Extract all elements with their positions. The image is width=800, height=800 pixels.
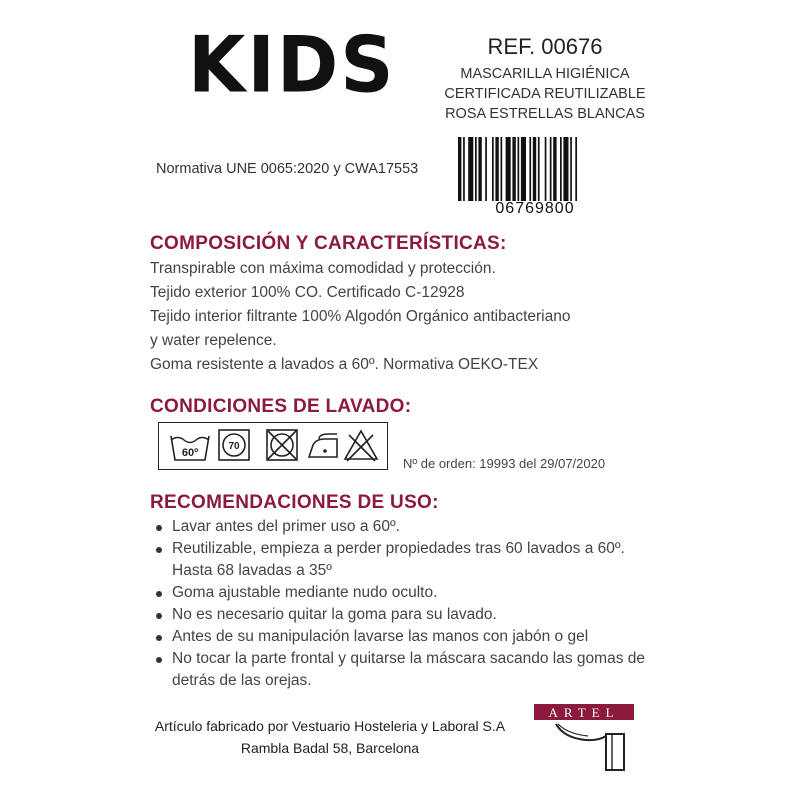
composition-line: y water repelence. <box>150 332 277 349</box>
wash-temp-label: 60º <box>181 447 199 459</box>
product-line-3: ROSA ESTRELLAS BLANCAS <box>445 106 645 122</box>
barcode-bar <box>512 137 515 201</box>
barcode-bar <box>492 137 494 201</box>
manufacturer-address: Rambla Badal 58, Barcelona <box>240 740 420 756</box>
barcode-bar <box>538 137 540 201</box>
iron-low-icon <box>309 434 337 457</box>
no-bleach-icon <box>345 431 377 461</box>
no-tumble-dry-icon <box>267 430 297 460</box>
product-line-1: MASCARILLA HIGIÉNICA <box>460 66 630 82</box>
product-line-2: CERTIFICADA REUTILIZABLE <box>444 86 646 102</box>
barcode-bar <box>501 137 503 201</box>
dryclean-temp-label: 70 <box>228 441 240 452</box>
barcode-bar <box>463 137 465 201</box>
list-item: Antes de su manipulación lavarse las manos con jabón o gel <box>150 626 645 648</box>
barcode-bar <box>521 137 526 201</box>
barcode-bar <box>485 137 487 201</box>
list-item: Lavar antes del primer uso a 60º. <box>150 516 645 538</box>
barcode-bar <box>545 137 547 201</box>
reference-number: REF. 00676 <box>487 34 603 59</box>
dryclean-70-icon <box>219 430 249 460</box>
barcode-bar <box>550 137 552 201</box>
barcode-bar <box>575 137 577 201</box>
barcode-bar <box>458 137 461 201</box>
recommendations-list <box>150 516 645 692</box>
list-item: No es necesario quitar la goma para su lavado. <box>150 604 645 626</box>
recommendations-heading: RECOMENDACIONES DE USO: <box>150 492 439 513</box>
barcode-bar <box>518 137 520 201</box>
composition-heading: COMPOSICIÓN Y CARACTERÍSTICAS: <box>150 233 507 254</box>
washing-heading: CONDICIONES DE LAVADO: <box>150 396 412 417</box>
list-item: Goma ajustable mediante nudo oculto. <box>150 582 645 604</box>
composition-line: Tejido interior filtrante 100% Algodón Orgánico antibacteriano <box>150 308 571 325</box>
order-number: Nº de orden: 19993 del 29/07/2020 <box>403 456 606 471</box>
barcode-bar <box>570 137 572 201</box>
barcode-bar <box>506 137 511 201</box>
manufacturer-text: Artículo fabricado por Vestuario Hosteleria y Laboral S.A <box>154 718 506 734</box>
normativa-text: Normativa UNE 0065:2020 y CWA17553 <box>156 161 419 177</box>
composition-line: Tejido exterior 100% CO. Certificado C-12928 <box>150 284 465 301</box>
svg-text:ARTEL: ARTEL <box>548 705 620 720</box>
barcode-bar <box>553 137 556 201</box>
list-item: No tocar la parte frontal y quitarse la máscara sacando las gomas de detrás de las orejas. <box>150 648 645 692</box>
barcode-bar <box>478 137 481 201</box>
care-symbols-box <box>158 422 388 470</box>
barcode-bar <box>468 137 473 201</box>
composition-line: Transpirable con máxima comodidad y protección. <box>150 260 496 277</box>
barcode-bar <box>563 137 568 201</box>
barcode-icon <box>458 137 616 201</box>
composition-line: Goma resistente a lavados a 60º. Normativa OEKO-TEX <box>150 356 539 373</box>
barcode-bar <box>560 137 562 201</box>
barcode-bar <box>533 137 536 201</box>
list-item: Reutilizable, empieza a perder propiedades tras 60 lavados a 60º. Hasta 68 lavadas a 35º <box>150 538 645 582</box>
brand-title: KIDS <box>188 19 396 111</box>
wash-60-icon <box>171 436 209 460</box>
barcode-bar <box>475 137 477 201</box>
barcode-bar <box>495 137 498 201</box>
artel-logo <box>534 702 634 774</box>
barcode-number: 06769800 <box>495 200 575 217</box>
barcode-bar <box>529 137 531 201</box>
